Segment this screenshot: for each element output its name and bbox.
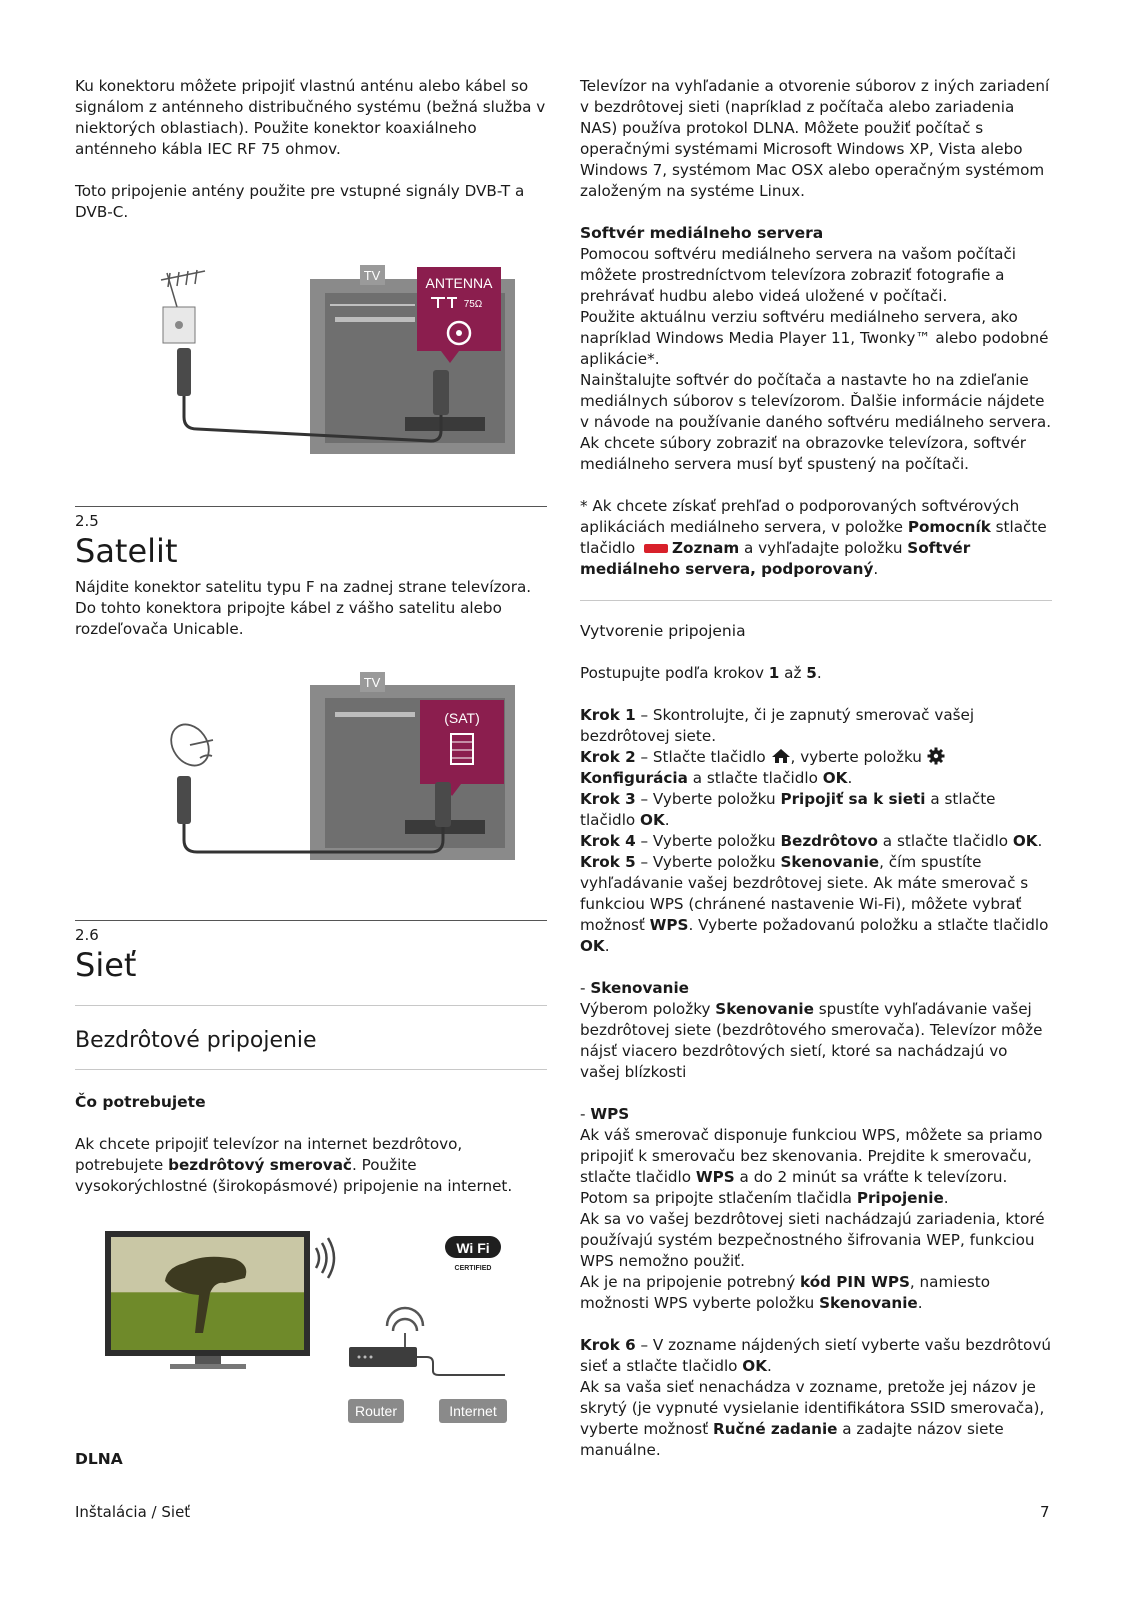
wps-paragraph-3: Ak je na pripojenie potrebný kód PIN WPS, namiesto možnosti WPS vyberte položku Skenovanie. — [580, 1273, 991, 1312]
section-divider — [75, 506, 547, 507]
right-column — [580, 76, 1052, 1461]
antenna-box-label: ANTENNA — [425, 275, 493, 291]
tv-label: TV — [363, 675, 381, 690]
heading-media-server: Softvér mediálneho servera — [580, 224, 824, 242]
page-number: 7 — [1040, 1503, 1050, 1521]
section-title: Sieť — [75, 946, 137, 984]
wifi-certified-text: CERTIFIED — [454, 1265, 492, 1272]
router-icon — [349, 1308, 423, 1367]
subsection-divider — [75, 1005, 547, 1006]
step-2: Krok 2 – Stlačte tlačidlo , vyberte položku Konfigurácia a stlačte tlačidlo OK. — [580, 747, 1052, 789]
step-6: Krok 6 – V zozname nájdených sietí vyberte vašu bezdrôtovú sieť a stlačte tlačidlo OK. — [580, 1336, 1051, 1375]
scan-heading: - Skenovanie — [580, 979, 689, 997]
media-server-p3: Nainštalujte softvér do počítača a nastavte ho na zdieľanie mediálnych súborov s televízorom. Ďalšie informácie nájdete v návode na používanie daného softvéru mediálneho servera. — [580, 371, 1052, 431]
antenna-box-ohm: 75Ω — [463, 299, 483, 310]
home-icon — [771, 748, 791, 764]
wifi-logo-text: Wi Fi — [456, 1240, 490, 1256]
gear-icon — [927, 747, 945, 765]
antenna-connection-figure — [75, 245, 547, 500]
heading-dlna: DLNA — [75, 1450, 123, 1468]
antenna-illustration — [75, 245, 547, 500]
satellite-paragraph: Nájdite konektor satelitu typu F na zadnej strane televízora. Do tohto konektora pripojte kábel z vášho satelitu alebo rozdeľovača Unicable. — [75, 578, 532, 638]
satellite-dish-icon — [163, 717, 216, 773]
cable-plug-right — [435, 782, 451, 827]
media-server-p1: Pomocou softvéru mediálneho servera na vašom počítači môžete prostredníctvom televízora zobraziť fotografie a prehrávať hudbu alebo videá uložené v počítači. — [580, 245, 1017, 305]
step-3: Krok 3 – Vyberte položku Pripojiť sa k sieti a stlačte tlačidlo OK. — [580, 790, 996, 829]
antenna-paragraph: Ku konektoru môžete pripojiť vlastnú anténu alebo kábel so signálom z anténneho distribučného systému (bežná služba v niektorých oblastiach). Použite konektor koaxiálneho anténneho kábla IEC RF 75 ohmov. — [75, 77, 546, 158]
heading-what-you-need: Čo potrebujete — [75, 1093, 206, 1111]
dlna-paragraph: Televízor na vyhľadanie a otvorenie súborov z iných zariadení v bezdrôtovej sieti (napríklad z počítača alebo zariadenia NAS) používa protokol DLNA. Môžete použiť počítač s operačnými systémami Microsoft Windows XP, Vista alebo Windows 7, systémom Mac OSX alebo operačným systémom založeným na systéme Linux. — [580, 77, 1050, 200]
wps-heading: - WPS — [580, 1105, 630, 1123]
heading-create-connection: Vytvorenie pripojenia — [580, 622, 746, 640]
antenna-icon — [161, 270, 205, 307]
media-server-p4: Ak chcete súbory zobraziť na obrazovke televízora, softvér mediálneho servera musí byť spustený na počítači. — [580, 434, 1027, 473]
antenna-connector-box — [417, 267, 501, 363]
wps-paragraph-2: Ak sa vo vašej bezdrôtovej sieti nachádzajú zariadenia, ktoré používajú systém bezpečnostného šifrovania WEP, funkciou WPS nemožno použiť. — [580, 1210, 1045, 1270]
what-you-need-paragraph: Ak chcete pripojiť televízor na internet bezdrôtovo, potrebujete bezdrôtový smerovač. Použite vysokorýchlostné (širokopásmové) pripojenie na internet. — [75, 1135, 513, 1195]
step-4: Krok 4 – Vyberte položku Bezdrôtovo a stlačte tlačidlo OK. — [580, 832, 1043, 850]
network-figure — [75, 1223, 547, 1441]
satellite-connection-figure — [75, 660, 547, 908]
subsection-divider — [580, 600, 1052, 601]
network-cable — [417, 1357, 505, 1375]
step-5: Krok 5 – Vyberte položku Skenovanie, čím spustíte vyhľadávanie vašej bezdrôtovej siete. Ak máte smerovač s funkciou WPS (chránené nastavenie Wi-Fi), môžete vybrať možnosť WPS. Vyberte požadovanú položku a stlačte tlačidlo OK. — [580, 853, 1049, 955]
subsection-divider — [75, 1069, 547, 1070]
tv-label: TV — [363, 268, 381, 283]
sat-box-label: (SAT) — [444, 710, 480, 726]
subsection-title: Bezdrôtové pripojenie — [75, 1028, 317, 1053]
section-title: Satelit — [75, 532, 178, 570]
step-1: Krok 1 – Skontrolujte, či je zapnutý smerovač vašej bezdrôtovej siete. — [580, 706, 975, 745]
section-number: 2.6 — [75, 926, 99, 944]
cable-plug-left — [177, 348, 191, 396]
step-6-manual: Ak sa vaša sieť nenachádza v zozname, pretože jej názov je skrytý (je vypnuté vysielanie identifikátora SSID smerovača), vyberte možnosť Ručné zadanie a zadajte názov siete manuálne. — [580, 1378, 1045, 1459]
satellite-illustration — [75, 660, 547, 908]
cable-plug-right — [433, 370, 449, 415]
media-server-p2: Použite aktuálnu verziu softvéru mediálneho servera, ako napríklad Windows Media Player 11, Twonky™ alebo podobné aplikácie*. — [580, 308, 1049, 368]
tv-illustration — [105, 1231, 310, 1369]
scan-paragraph: Výberom položky Skenovanie spustíte vyhľadávanie vašej bezdrôtovej siete (bezdrôtového smerovača). Televízor môže nájsť viacero bezdrôtových sietí, ktoré sa nachádzajú vo vašej blízkosti — [580, 1000, 1043, 1081]
cable-plug-left — [177, 776, 191, 824]
wps-paragraph-1: Ak váš smerovač disponuje funkciou WPS, môžete sa priamo pripojiť k smerovaču bez skenovania. Prejdite k smerovaču, stlačte tlačidlo WPS a do 2 minút sa vráťte k televízoru. Potom sa pripojte stlačením tlačidla Pripojenie. — [580, 1126, 1043, 1207]
section-divider — [75, 920, 547, 921]
left-column — [75, 76, 547, 1470]
footer-breadcrumb: Inštalácia / Sieť — [75, 1503, 191, 1521]
internet-label: Internet — [449, 1403, 497, 1419]
network-illustration — [75, 1223, 547, 1441]
router-label: Router — [354, 1403, 398, 1419]
wifi-certified-logo — [445, 1236, 501, 1272]
red-key-icon — [644, 544, 668, 553]
antenna-usage-paragraph: Toto pripojenie antény použite pre vstupné signály DVB-T a DVB-C. — [75, 182, 525, 221]
section-number: 2.5 — [75, 512, 99, 530]
media-server-note: * Ak chcete získať prehľad o podporovaných softvérových aplikáciách mediálneho servera, v položke Pomocník stlačte tlačidlo Zoznam a vyhľadajte položku Softvér mediálneho servera, podporovaný. — [580, 497, 1047, 578]
wifi-waves-icon — [316, 1238, 334, 1278]
sat-connector-box — [420, 700, 504, 796]
steps-intro: Postupujte podľa krokov 1 až 5. — [580, 664, 822, 682]
